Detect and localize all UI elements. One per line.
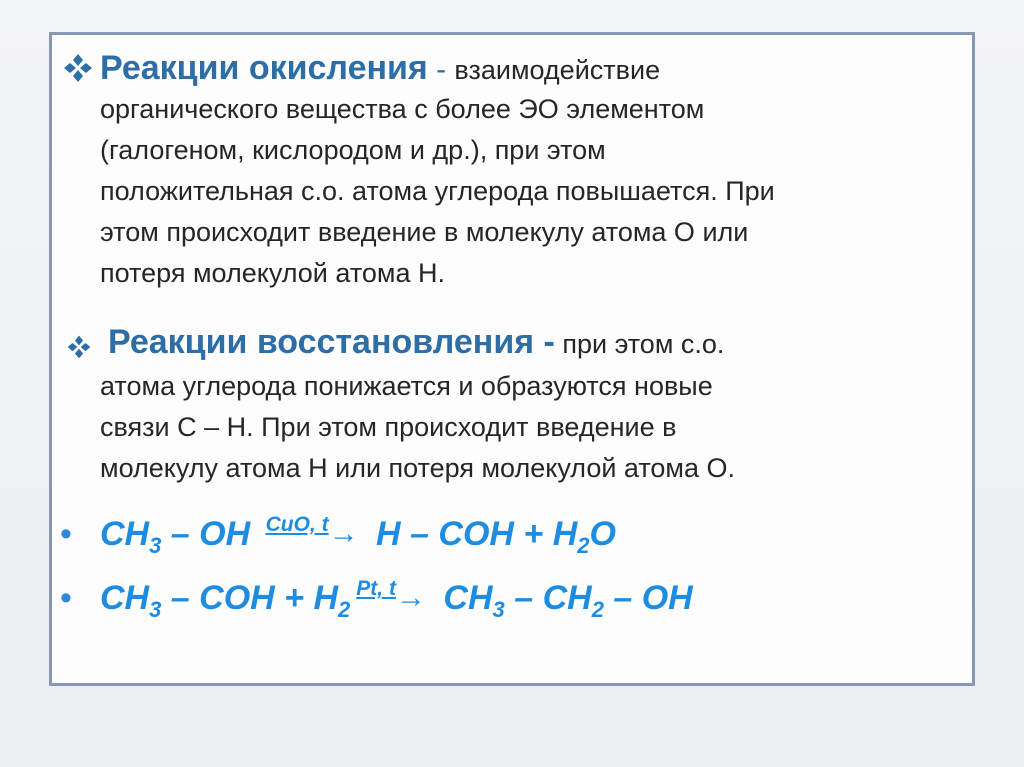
reduction-line-4: молекулу атома Н или потеря молекулой атома О. [100,453,736,483]
reduction-line-1: при этом с.о. [554,329,725,359]
equation-bullet: • [60,515,72,553]
reduction-line-2: атома углерода понижается и образуются новые [100,371,713,401]
oxidation-dash: - [427,53,455,86]
reduction-heading: Реакции восстановления - [108,323,555,361]
equation-bullet: • [60,579,72,617]
oxidation-line-2: органического вещества с более ЭО элементом [100,94,705,124]
oxidation-line-3: (галогеном, кислородом и др.), при этом [100,135,606,165]
equation-reduction: $CH_3$ – COH + $H_2Pt$, $t\to CH_3 - CH_2$ – OH [100,577,693,622]
reaction-arrow-icon: → [328,517,359,550]
reduction-paragraph [100,322,960,489]
oxidation-line-4: положительная с.о. атома углерода повышается. При [100,176,775,206]
oxidation-line-6: потеря молекулой атома Н. [100,258,445,288]
diamond-bullet-icon [66,334,92,360]
oxidation-heading: Реакции окисления [100,49,428,87]
equation-oxidation: $CH_3$ – OH CuO, t→ H – COH + $H_2O$ [100,513,616,558]
reaction-arrow-icon: → [395,581,426,614]
reduction-line-3: связи С – Н. При этом происходит введение в [100,412,677,442]
oxidation-paragraph [100,48,960,294]
oxidation-line-1: взаимодействие [454,55,661,85]
diamond-bullet-icon [62,52,94,84]
oxidation-line-5: этом происходит введение в молекулу атома О или [100,217,749,247]
